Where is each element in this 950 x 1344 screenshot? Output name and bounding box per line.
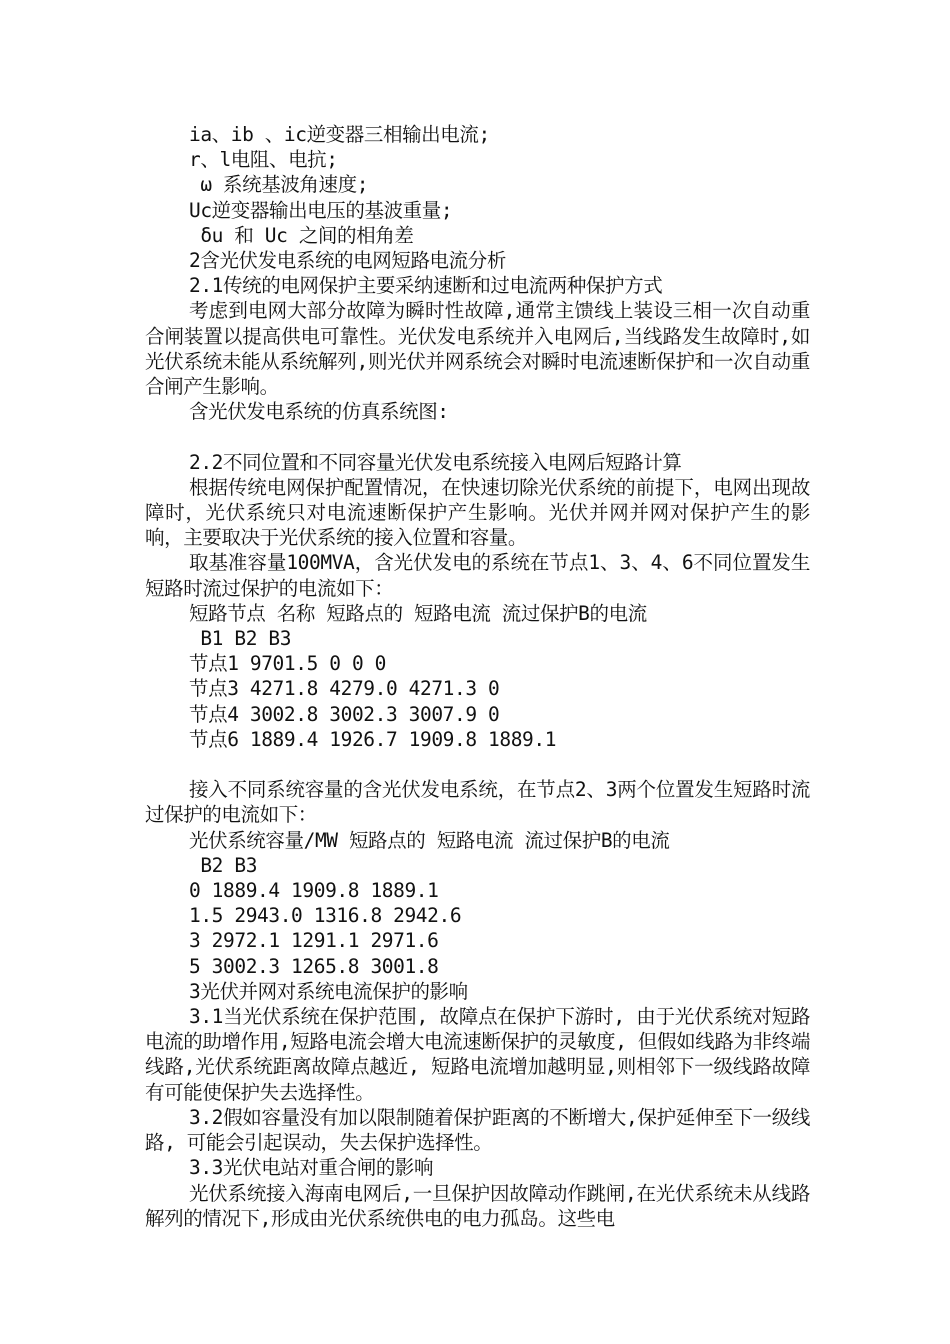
- table-node-short-circuit: [145, 601, 810, 752]
- table-row: 节点4 3002.8 3002.3 3007.9 0: [189, 702, 500, 726]
- table-header: 光伏系统容量/MW 短路点的 短路电流 流过保护B的电流: [189, 828, 670, 852]
- symbol-definition-omega: ω 系统基波角速度;: [189, 173, 369, 197]
- table-row: 3 2972.1 1291.1 2971.6: [189, 929, 439, 953]
- table-subheader: B1 B2 B3: [189, 627, 292, 651]
- paragraph-3-1: 3.1当光伏系统在保护范围, 故障点在保护下游时, 由于光伏系统对短路电流的助增作用,短路电流会增大电流速断保护的灵敏度, 但假如线路为非终端线路,光伏系统距离故障点越近, 短路电流增加越明显,则相邻下一级线路故障有可能使保护失去选择性。: [145, 1005, 810, 1104]
- table-row: 节点1 9701.5 0 0 0: [189, 652, 386, 676]
- subsection-heading-2-2: 2.2不同位置和不同容量光伏发电系统接入电网后短路计算: [189, 450, 682, 474]
- spacer: [145, 752, 810, 777]
- table-row: 5 3002.3 1265.8 3001.8: [189, 954, 439, 978]
- subsection-heading-2-1: 2.1传统的电网保护主要采纳速断和过电流两种保护方式: [189, 274, 663, 298]
- symbol-definition-impedance: r、l电阻、电抗;: [189, 148, 338, 172]
- table-row: 0 1889.4 1909.8 1889.1: [189, 879, 439, 903]
- paragraph-capacity-intro: 接入不同系统容量的含光伏发电系统，在节点2、3两个位置发生短路时流过保护的电流如下：: [145, 778, 810, 827]
- table-header: 短路节点 名称 短路点的 短路电流 流过保护B的电流: [189, 601, 647, 625]
- subsection-heading-3-3: 3.3光伏电站对重合闸的影响: [189, 1156, 434, 1180]
- table-row: 节点3 4271.8 4279.0 4271.3 0: [189, 677, 500, 701]
- table-row: 1.5 2943.0 1316.8 2942.6: [189, 904, 462, 928]
- section-heading-2: 2含光伏发电系统的电网短路电流分析: [189, 249, 506, 273]
- symbol-definition-uc: Uc逆变器输出电压的基波重量;: [189, 198, 453, 222]
- symbol-definition-currents: ia、ib 、ic逆变器三相输出电流;: [189, 123, 490, 146]
- section-heading-3: 3光伏并网对系统电流保护的影响: [189, 979, 468, 1003]
- figure-caption-simulation: 含光伏发电系统的仿真系统图:: [189, 400, 449, 424]
- table-row: 节点6 1889.4 1926.7 1909.8 1889.1: [189, 727, 557, 751]
- table-capacity-short-circuit: [145, 828, 810, 979]
- figure-placeholder: [145, 424, 810, 449]
- paragraph-protection-config: 根据传统电网保护配置情况，在快速切除光伏系统的前提下，电网出现故障时，光伏系统只对电流速断保护产生影响。光伏并网并网对保护产生的影响，主要取决于光伏系统的接入位置和容量。: [145, 475, 810, 550]
- paragraph-fault-background: 考虑到电网大部分故障为瞬时性故障,通常主馈线上装设三相一次自动重合闸装置以提高供电可靠性。光伏发电系统并入电网后,当线路发生故障时,如光伏系统未能从系统解列,则光伏并网系统会对瞬时电流速断保护和一次自动重合闸产生影响。: [145, 299, 810, 399]
- paragraph-base-capacity: 取基准容量100MVA，含光伏发电的系统在节点1、3、4、6不同位置发生短路时流过保护的电流如下：: [145, 551, 810, 600]
- paragraph-3-2: 3.2假如容量没有加以限制随着保护距离的不断增大,保护延伸至下一级线路, 可能会引起误动，失去保护选择性。: [145, 1105, 810, 1155]
- symbol-definition-delta: δu 和 Uc 之间的相角差: [189, 223, 414, 247]
- document-page: [145, 122, 810, 1231]
- paragraph-island: 光伏系统接入海南电网后,一旦保护因故障动作跳闸,在光伏系统未从线路解列的情况下,形成由光伏系统供电的电力孤岛。这些电: [145, 1181, 810, 1230]
- table-subheader: B2 B3: [189, 853, 258, 877]
